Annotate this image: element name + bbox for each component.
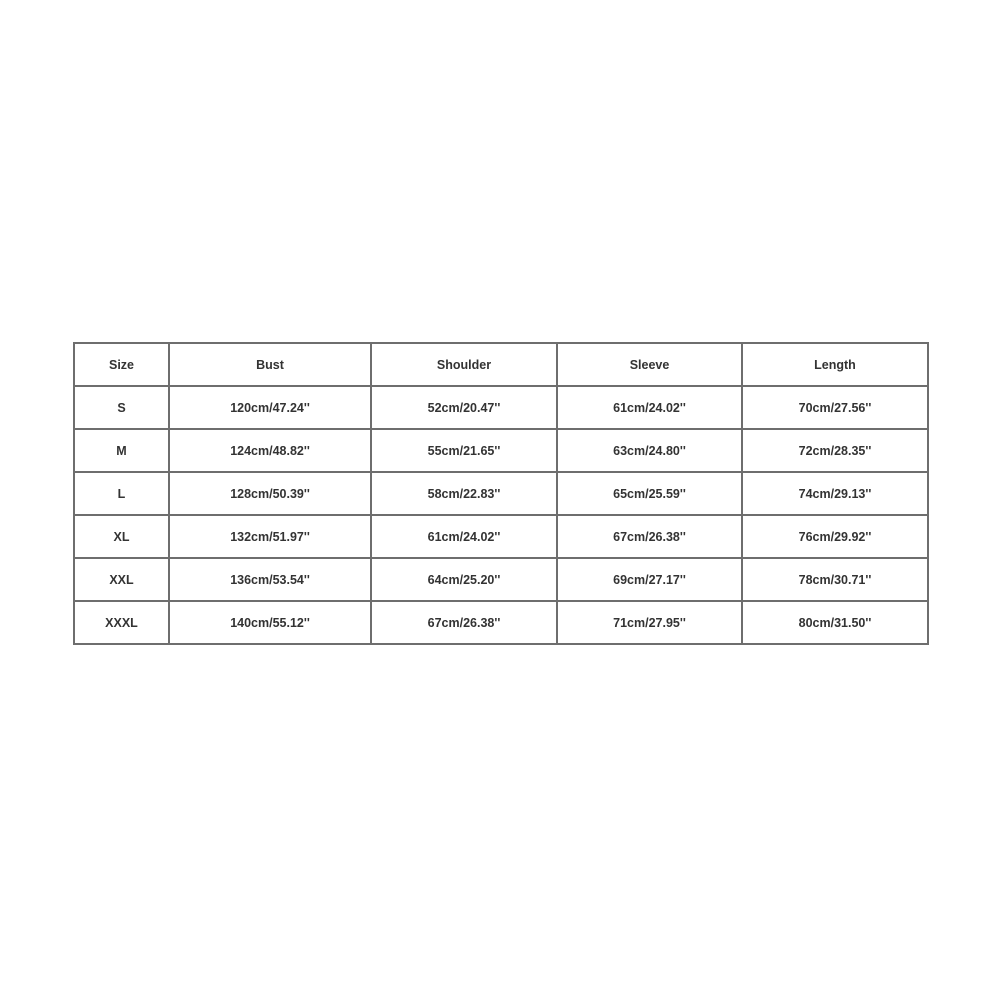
header-sleeve: Sleeve — [557, 343, 742, 386]
sleeve-cell: 69cm/27.17'' — [557, 558, 742, 601]
bust-cell: 128cm/50.39'' — [169, 472, 371, 515]
length-cell: 78cm/30.71'' — [742, 558, 928, 601]
table-row — [74, 515, 928, 558]
length-cell: 72cm/28.35'' — [742, 429, 928, 472]
shoulder-cell: 55cm/21.65'' — [371, 429, 557, 472]
shoulder-cell: 64cm/25.20'' — [371, 558, 557, 601]
size-cell: M — [74, 429, 169, 472]
bust-cell: 136cm/53.54'' — [169, 558, 371, 601]
sleeve-cell: 61cm/24.02'' — [557, 386, 742, 429]
size-chart-table — [73, 342, 929, 645]
bust-cell: 124cm/48.82'' — [169, 429, 371, 472]
shoulder-cell: 52cm/20.47'' — [371, 386, 557, 429]
header-bust: Bust — [169, 343, 371, 386]
size-cell: S — [74, 386, 169, 429]
sleeve-cell: 71cm/27.95'' — [557, 601, 742, 644]
sleeve-cell: 65cm/25.59'' — [557, 472, 742, 515]
shoulder-cell: 61cm/24.02'' — [371, 515, 557, 558]
shoulder-cell: 67cm/26.38'' — [371, 601, 557, 644]
shoulder-cell: 58cm/22.83'' — [371, 472, 557, 515]
table-row — [74, 601, 928, 644]
bust-cell: 140cm/55.12'' — [169, 601, 371, 644]
header-shoulder: Shoulder — [371, 343, 557, 386]
length-cell: 76cm/29.92'' — [742, 515, 928, 558]
header-length: Length — [742, 343, 928, 386]
size-cell: L — [74, 472, 169, 515]
size-cell: XXXL — [74, 601, 169, 644]
header-size: Size — [74, 343, 169, 386]
size-cell: XL — [74, 515, 169, 558]
sleeve-cell: 67cm/26.38'' — [557, 515, 742, 558]
length-cell: 80cm/31.50'' — [742, 601, 928, 644]
size-cell: XXL — [74, 558, 169, 601]
table-row — [74, 386, 928, 429]
length-cell: 70cm/27.56'' — [742, 386, 928, 429]
table-row — [74, 472, 928, 515]
sleeve-cell: 63cm/24.80'' — [557, 429, 742, 472]
bust-cell: 120cm/47.24'' — [169, 386, 371, 429]
table-row — [74, 558, 928, 601]
length-cell: 74cm/29.13'' — [742, 472, 928, 515]
header-row — [74, 343, 928, 386]
table-row — [74, 429, 928, 472]
bust-cell: 132cm/51.97'' — [169, 515, 371, 558]
